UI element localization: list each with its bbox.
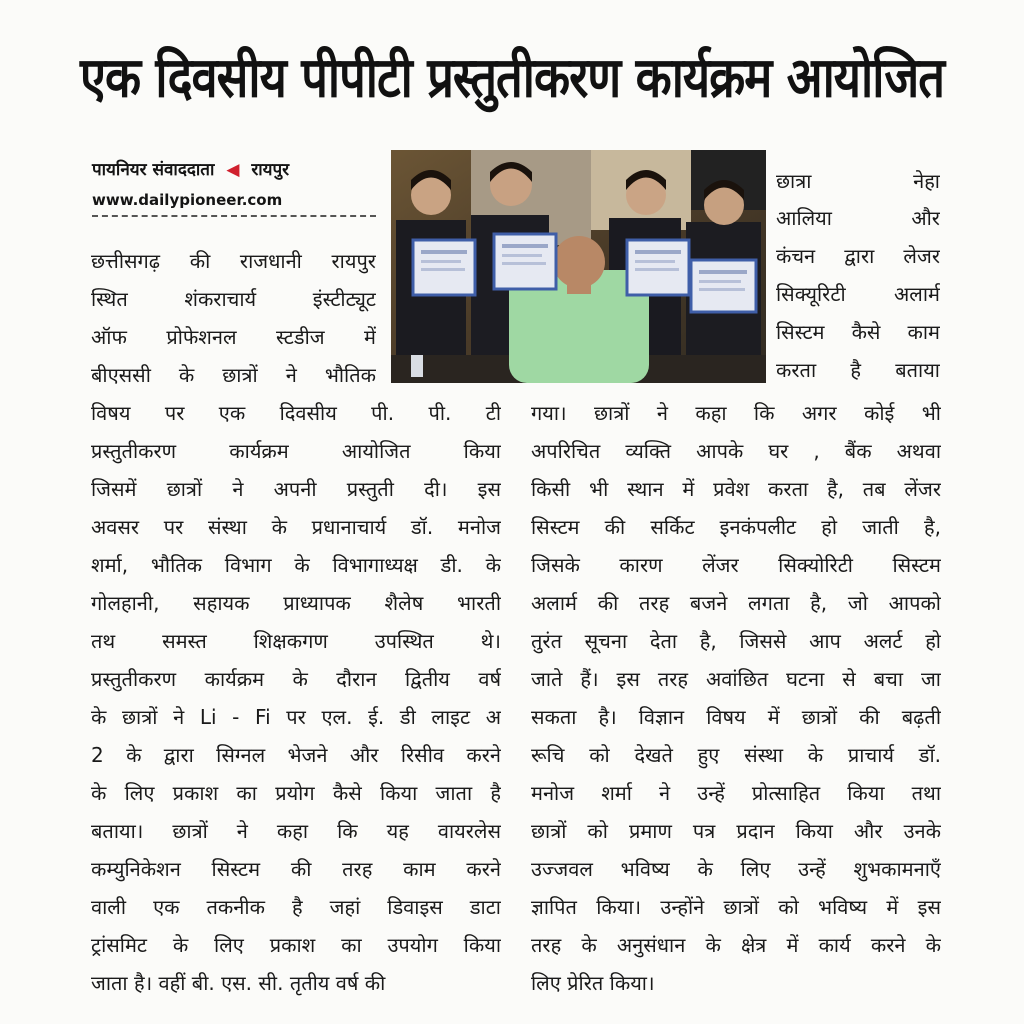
certificate-4: [691, 260, 756, 312]
dateline-city: रायपुर: [251, 160, 290, 180]
desk-bottle: [411, 355, 423, 377]
location-arrow-icon: ◀: [226, 160, 240, 180]
right-line: लिए प्रेरित किया।: [531, 971, 655, 995]
right-line: छात्रों को प्रमाण पत्र प्रदान किया और उनके: [531, 819, 941, 843]
certificate-3: [627, 240, 689, 295]
left-line: छत्तीसगढ़ की राजधानी रायपुर: [91, 249, 376, 273]
left-line: गोलहानी, सहायक प्राध्यापक शैलेष भारती: [91, 591, 501, 615]
right-line: रूचि को देखते हुए संस्था के प्राचार्य डॉ.: [531, 743, 941, 767]
right-line: जिसके कारण लेंजर सिक्योरिटी सिस्टम: [531, 553, 941, 577]
left-line: तथ समस्त शिक्षकगण उपस्थित थे।: [91, 629, 501, 653]
right-line: किसी भी स्थान में प्रवेश करता है, तब लेंजर: [531, 477, 941, 501]
right-line: सिक्यूरिटी अलार्म: [776, 282, 940, 306]
certificate-2: [494, 234, 556, 289]
right-line: सिस्टम की सर्किट इनकंपलीट हो जाती है,: [531, 515, 941, 539]
right-line: अपरिचित व्यक्ति आपके घर , बैंक अथवा: [531, 439, 941, 463]
right-line: आलिया और: [776, 206, 940, 230]
left-line: वाली एक तकनीक है जहां डिवाइस डाटा: [91, 895, 501, 919]
left-line: अवसर पर संस्था के प्रधानाचार्य डॉ. मनोज: [91, 515, 501, 539]
right-line: सकता है। विज्ञान विषय में छात्रों की बढ़ती: [531, 705, 941, 729]
left-line: प्रस्तुतीकरण कार्यक्रम के दौरान द्वितीय वर्ष: [91, 667, 501, 691]
right-line: सिस्टम कैसे काम: [776, 320, 940, 344]
byline: [92, 158, 382, 182]
article-photo: [391, 150, 766, 383]
right-line: उज्जवल भविष्य के लिए उन्हें शुभकामनाएँ: [531, 857, 941, 881]
right-line: ज्ञापित किया। उन्होंने छात्रों को भविष्य में इस: [531, 895, 941, 919]
left-line: के छात्रों ने Li - Fi पर एल. ई. डी लाइट अ: [91, 705, 501, 729]
left-line: जाता है। वहीं बी. एस. सी. तृतीय वर्ष की: [91, 971, 386, 995]
right-line: तुरंत सूचना देता है, जिससे आप अलर्ट हो: [531, 629, 941, 653]
certificate-1: [413, 240, 475, 295]
right-line: गया। छात्रों ने कहा कि अगर कोई भी: [531, 401, 941, 425]
left-line: स्थित शंकराचार्य इंस्टीट्यूट: [91, 287, 376, 311]
right-line: करता है बताया: [776, 358, 940, 382]
left-line: बताया। छात्रों ने कहा कि यह वायरलेस: [91, 819, 501, 843]
left-line: के लिए प्रकाश का प्रयोग कैसे किया जाता है: [91, 781, 501, 805]
right-line: मनोज शर्मा ने उन्हें प्रोत्साहित किया तथा: [531, 781, 941, 805]
left-line: जिसमें छात्रों ने अपनी प्रस्तुती दी। इस: [91, 477, 501, 501]
left-line: शर्मा, भौतिक विभाग के विभागाध्यक्ष डी. के: [91, 553, 501, 577]
left-line: बीएससी के छात्रों ने भौतिक: [91, 363, 376, 387]
article-headline: एक दिवसीय पीपीटी प्रस्तुतीकरण कार्यक्रम आयोजित: [79, 45, 945, 111]
left-line: ट्रांसमिट के लिए प्रकाश का उपयोग किया: [91, 933, 501, 957]
left-line: विषय पर एक दिवसीय पी. पी. टी: [91, 401, 501, 425]
byline-divider: [92, 215, 376, 217]
right-line: छात्रा नेहा: [776, 169, 940, 193]
reporter-name: पायनियर संवाददाता: [92, 160, 215, 180]
right-line: कंचन द्वारा लेजर: [776, 244, 940, 268]
right-line: तरह के अनुसंधान के क्षेत्र में कार्य करने के: [531, 933, 941, 957]
left-line: प्रस्तुतीकरण कार्यक्रम आयोजित किया: [91, 439, 501, 463]
right-line: जाते हैं। इस तरह अवांछित घटना से बचा जा: [531, 667, 941, 691]
left-line: 2 के द्वारा सिग्नल भेजने और रिसीव करने: [91, 743, 501, 767]
left-line: कम्युनिकेशन सिस्टम की तरह काम करने: [91, 857, 501, 881]
right-line: अलार्म की तरह बजने लगता है, जो आपको: [531, 591, 941, 615]
left-line: ऑफ प्रोफेशनल स्टडीज में: [91, 325, 376, 349]
website-link[interactable]: www.dailypioneer.com: [92, 191, 283, 209]
